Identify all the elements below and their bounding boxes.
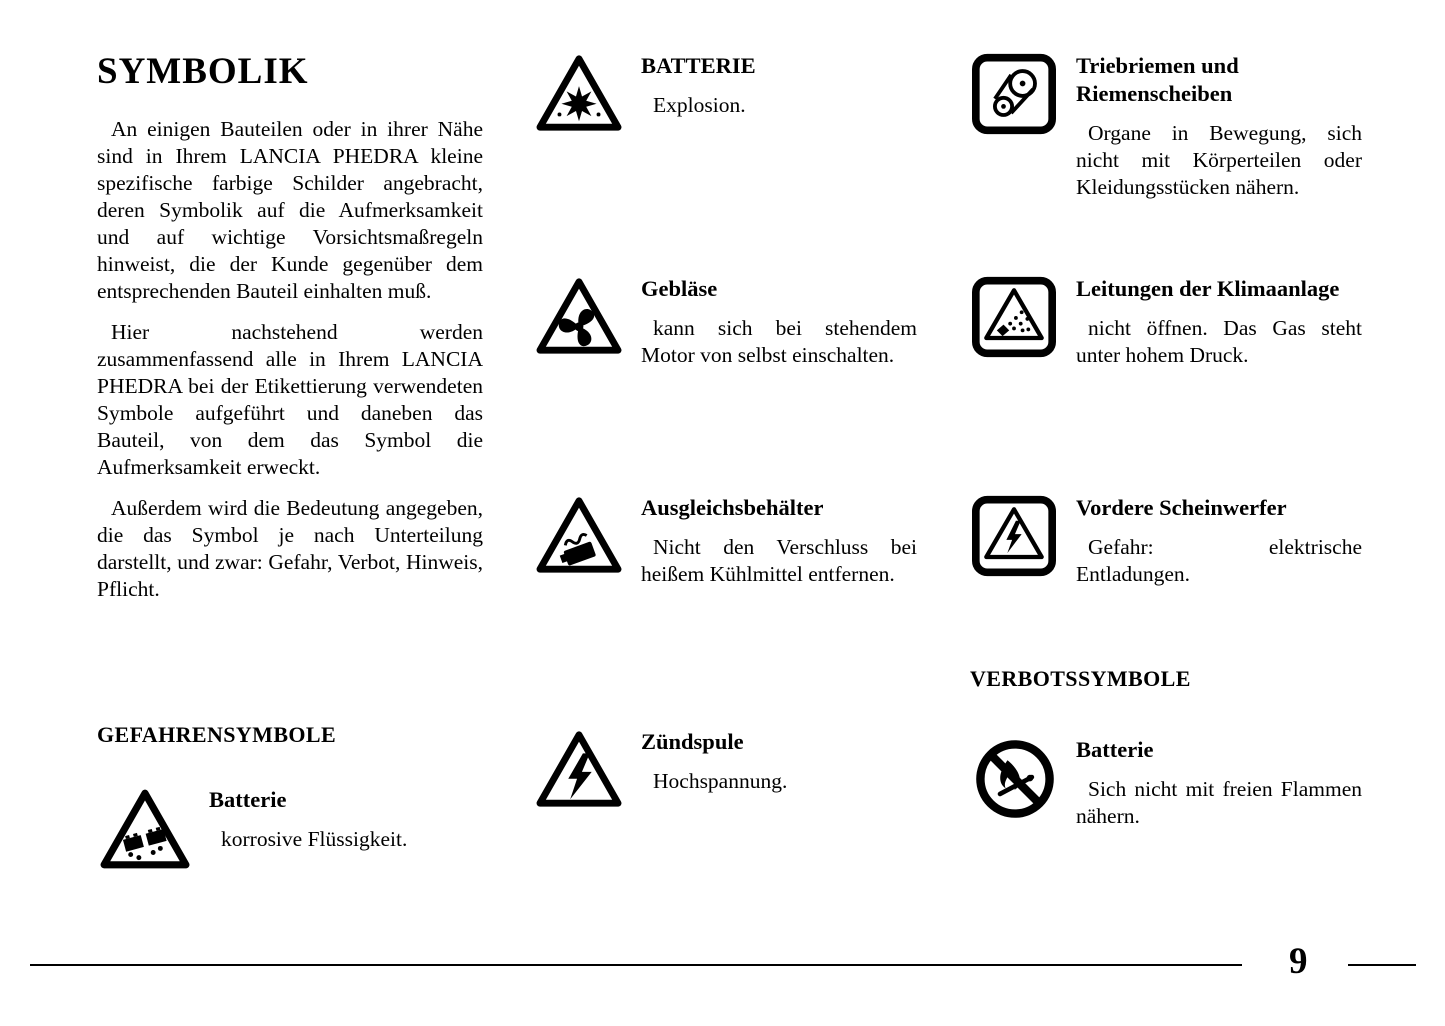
- fan-warning-triangle-icon: [535, 275, 623, 357]
- notice-item-belts: [970, 52, 1362, 201]
- symbol-title: Leitungen der Klimaanlage: [1076, 276, 1340, 301]
- footer-rule-right: [1348, 964, 1416, 966]
- symbol-title: Batterie: [1076, 737, 1154, 762]
- warning-item-ignition-coil: [535, 728, 917, 810]
- intro-paragraph-1: An einigen Bauteilen oder in ihrer Nähe sind in Ihrem LANCIA PHEDRA kleine spezifische farbige Schilder angebracht, deren Symbolik auf die Aufmerksamkeit und auf wichtige Vorsichtsmaßregeln hinweist, die der Kunde gegenüber dem entsprechenden Bauteil einhalten muß.: [97, 117, 483, 303]
- explosion-warning-triangle-icon: [535, 52, 623, 134]
- page-title: SYMBOLIK: [97, 51, 309, 92]
- symbol-title: Vordere Scheinwerfer: [1076, 495, 1287, 520]
- warning-item-battery: [535, 52, 917, 134]
- no-open-flame-prohibition-icon: [972, 736, 1058, 822]
- notice-item-ac-lines: [970, 275, 1362, 369]
- symbol-title: Ausgleichsbehälter: [641, 495, 824, 520]
- symbol-description: Explosion.: [653, 93, 746, 117]
- symbol-description: Hochspannung.: [653, 769, 788, 793]
- intro-paragraph-2: Hier nachstehend werden zusammenfassend alle in Ihrem LANCIA PHEDRA bei der Etikettierung verwendeten Symbole aufgeführt und daneben das Bauteil, von dem das Symbol die Aufmerksamkeit erweckt.: [97, 320, 483, 479]
- symbol-title: Batterie: [209, 787, 287, 812]
- prohibition-symbols-heading: VERBOTSSYMBOLE: [970, 666, 1191, 691]
- headlight-electric-discharge-sign-icon: [970, 494, 1058, 578]
- high-voltage-warning-triangle-icon: [535, 728, 623, 810]
- symbol-description: nicht öffnen. Das Gas steht unter hohem Druck.: [1076, 316, 1362, 367]
- ac-lines-spray-sign-icon: [970, 275, 1058, 359]
- battery-corrosive-warning-triangle-icon: [99, 786, 191, 872]
- symbol-title: BATTERIE: [641, 53, 756, 78]
- page-number: 9: [1289, 941, 1308, 982]
- symbol-title: Zündspule: [641, 729, 744, 754]
- drive-belt-pulleys-sign-icon: [970, 52, 1058, 136]
- symbol-description: kann sich bei stehendem Motor von selbst einschalten.: [641, 316, 917, 367]
- symbol-description: Sich nicht mit freien Flammen nähern.: [1076, 777, 1362, 828]
- notice-item-headlights: [970, 494, 1362, 588]
- warning-item-coolant: [535, 494, 917, 588]
- intro-text-block: [97, 116, 483, 617]
- symbol-title: Triebriemen und Riemenscheiben: [1076, 53, 1239, 106]
- danger-battery-item: [99, 786, 485, 872]
- warning-item-fan: [535, 275, 917, 369]
- symbol-description: korrosive Flüssigkeit.: [221, 827, 408, 851]
- symbol-title: Gebläse: [641, 276, 718, 301]
- symbol-description: Nicht den Verschluss bei heißem Kühlmittel entfernen.: [641, 535, 917, 586]
- coolant-reservoir-warning-triangle-icon: [535, 494, 623, 576]
- footer-rule-left: [30, 964, 1242, 966]
- symbol-description: Gefahr: elektrische Entladungen.: [1076, 535, 1362, 586]
- danger-symbols-heading: GEFAHRENSYMBOLE: [97, 722, 337, 747]
- symbol-description: Organe in Bewegung, sich nicht mit Körperteilen oder Kleidungsstücken nähern.: [1076, 121, 1362, 199]
- intro-paragraph-3: Außerdem wird die Bedeutung angegeben, die das Symbol je nach Unterteilung darstellt, und zwar: Gefahr, Verbot, Hinweis, Pflicht.: [97, 496, 483, 601]
- prohibition-battery-item: [972, 736, 1362, 830]
